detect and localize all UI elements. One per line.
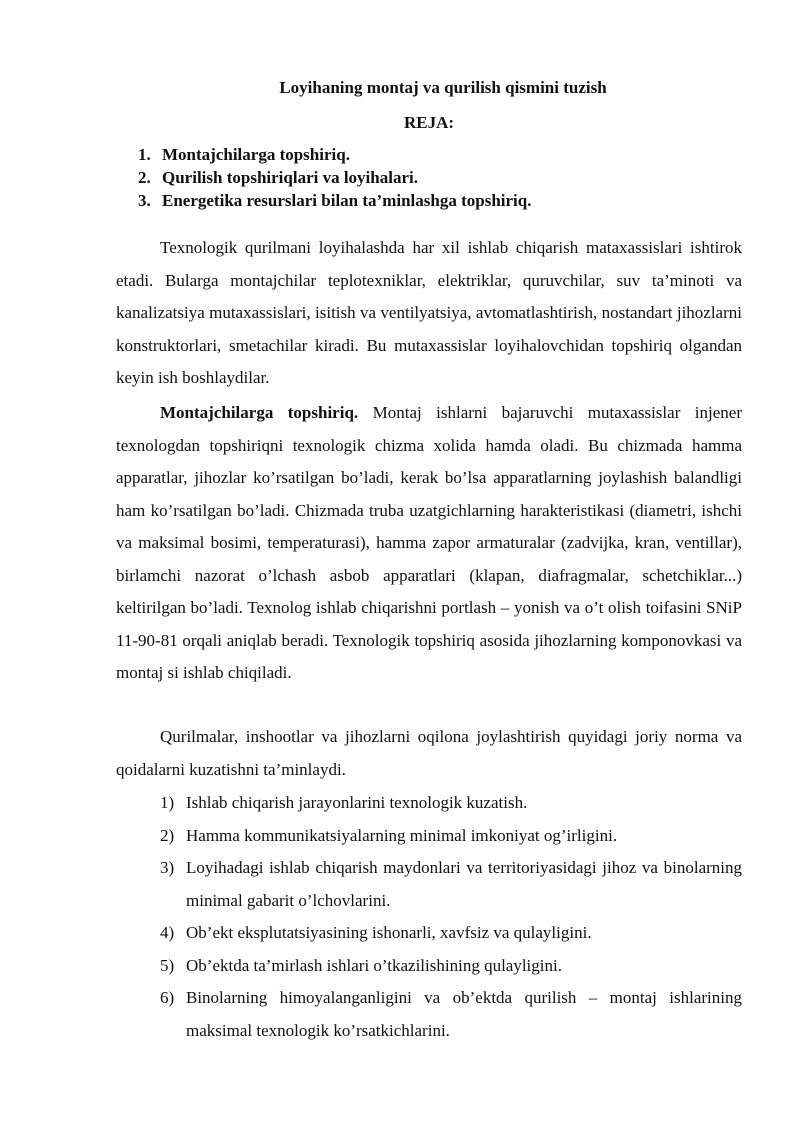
plan-item-number: 2. [138,168,151,187]
rule-text: Hamma kommunikatsiyalarning minimal imkoniyat og’irligini. [186,825,618,845]
plan-item-text: Energetika resurslari bilan ta’minlashga topshiriq. [162,191,532,210]
rules-list [160,787,742,1047]
rule-item [160,787,742,820]
plan-item-number: 1. [138,145,151,164]
rule-item [160,820,742,853]
rule-number: 2) [160,825,175,845]
rule-item [160,852,742,917]
plan-list [138,143,531,212]
rule-number: 5) [160,955,175,975]
plan-item-text: Qurilish topshiriqlari va loyihalari. [162,168,418,187]
intro-paragraph: Texnologik qurilmani loyihalashda har xil ishlab chiqarish mataxassislari ishtirok etadi. Bularga montajchilar teplotexniklar, elektriklar, quruvchilar, suv ta’minoti va kanalizatsiya mutaxassislari, isitish va ventilyatsiya, avtomatlashtirish, nostandart jihozlarni konstruktorlari, smetachilar kiradi. Bu mutaxassislar loyihalovchidan topshiriq olgandan keyin ish boshlaydilar. [116,238,742,387]
rule-item [160,950,742,983]
document-title: Loyihaning montaj va qurilish qismini tuzish [279,78,607,97]
installers-heading: Montajchilarga topshiriq. [160,403,359,422]
plan-item-number: 3. [138,191,151,210]
rule-text: Ishlab chiqarish jarayonlarini texnologik kuzatish. [186,793,528,812]
rule-text: Ob’ektda ta’mirlash ishlari o’tkazilishining qulayligini. [186,955,562,975]
rule-text: Binolarning himoyalanganligini va ob’ektda qurilish – montaj ishlarining maksimal texnologik ko’rsatkichlarini. [186,988,742,1040]
rule-number: 1) [160,793,175,812]
plan-item [138,166,531,189]
rule-item [160,982,742,1047]
plan-heading: REJA: [403,113,455,132]
placement-paragraph: Qurilmalar, inshootlar va jihozlarni oqilona joylashtirish quyidagi joriy norma va qoidalarni kuzatishni ta’minlaydi. [116,727,742,779]
plan-item [138,143,531,166]
rule-text: Loyihadagi ishlab chiqarish maydonlari va territoriyasidagi jihoz va binolarning minimal gabarit o’lchovlarini. [186,858,742,910]
rule-item [160,917,742,950]
rule-text: Ob’ekt eksplutatsiyasining ishonarli, xavfsiz va qulayligini. [186,923,592,942]
plan-item [138,189,531,212]
rule-number: 6) [160,988,175,1007]
rule-number: 4) [160,923,175,942]
plan-item-text: Montajchilarga topshiriq. [162,145,350,164]
installers-text: Montaj ishlarni bajaruvchi mutaxassislar injener texnologdan topshiriqni texnologik chizma xolida hamda oladi. Bu chizmada hamma apparatlar, jihozlar ko’rsatilgan bo’ladi, kerak bo’lsa apparatlarning joylashish balandligi ham ko’rsatilgan bo’ladi. Chizmada truba uzatgichlarning harakteristikasi (diametri, ishchi va maksimal bosimi, temperaturasi), hamma zapor armaturalar (zadvijka, kran, ventillar), birlamchi nazorat o’lchash asbob apparatlari (klapan, diafragmalar, schetchiklar...) keltirilgan bo’ladi. Texnolog ishlab chiqarishni portlash – yonish va o’t olish toifasini SNiP 11-90-81 orqali aniqlab beradi. Texnologik topshiriq asosida jihozlarning komponovkasi va montaj si ishlab chiqiladi. [116,403,742,682]
installers-paragraph [116,397,742,690]
rule-number: 3) [160,858,175,877]
